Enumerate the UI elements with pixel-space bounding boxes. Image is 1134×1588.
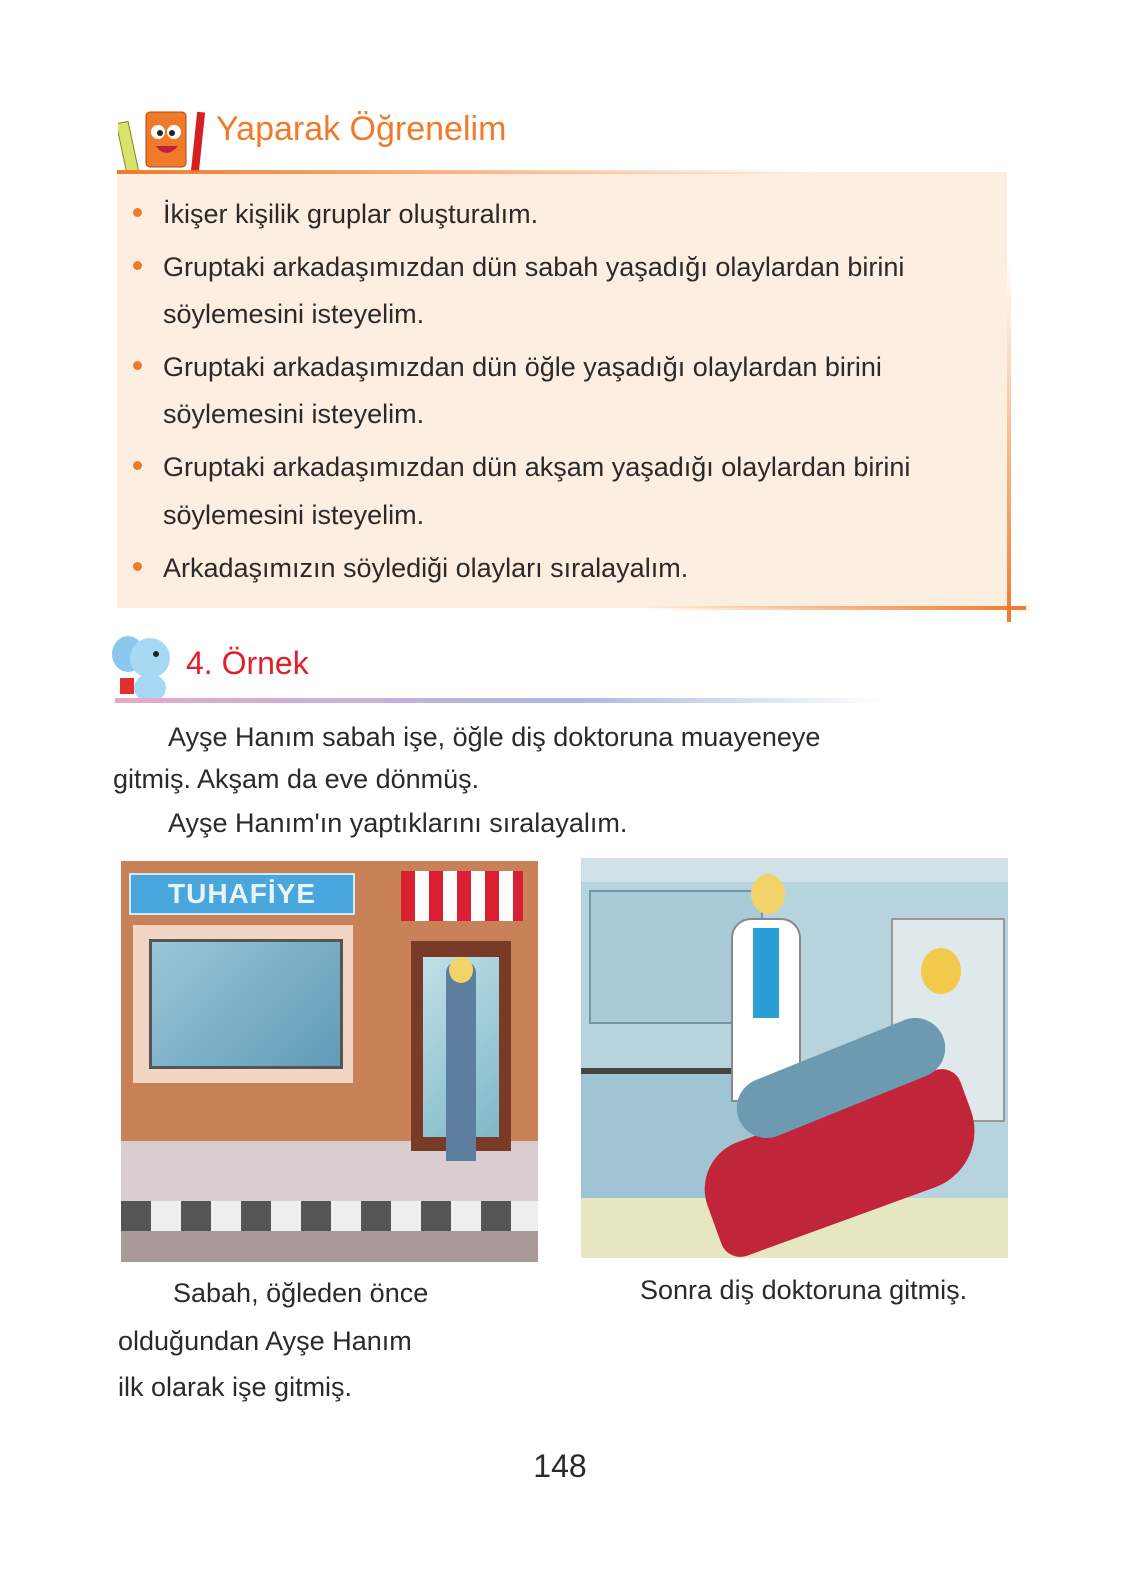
bullet-text: söylemesini isteyelim. <box>163 299 425 329</box>
bullet-icon <box>133 562 142 571</box>
paragraph-line: gitmiş. Akşam da eve dönmüş. <box>113 764 480 794</box>
caption-left-line: ilk olarak işe gitmiş. <box>118 1372 353 1402</box>
box-top-border <box>117 170 817 174</box>
paragraph-line: Ayşe Hanım sabah işe, öğle diş doktoruna muayeneye <box>168 722 821 752</box>
paragraph-line: Ayşe Hanım'ın yaptıklarını sıralayalım. <box>168 808 628 838</box>
page-number: 148 <box>533 1448 587 1484</box>
caption-right: Sonra diş doktoruna gitmiş. <box>640 1275 968 1305</box>
bullet-icon <box>133 208 142 217</box>
box-bottom-border <box>640 606 1026 610</box>
bullet-text: söylemesini isteyelim. <box>163 399 425 429</box>
activity-box <box>117 172 1007 608</box>
bullet-text: Gruptaki arkadaşımızdan dün sabah yaşadığı olaylardan birini <box>163 252 905 282</box>
example-divider <box>115 698 885 703</box>
bullet-text: İkişer kişilik gruplar oluşturalım. <box>163 199 539 229</box>
dentist-illustration <box>581 858 1008 1258</box>
bullet-text: Gruptaki arkadaşımızdan dün öğle yaşadığı olaylardan birini <box>163 352 882 382</box>
shop-sign: TUHAFİYE <box>129 873 355 915</box>
caption-left-line: olduğundan Ayşe Hanım <box>118 1326 412 1356</box>
bullet-text: söylemesini isteyelim. <box>163 500 425 530</box>
activity-title: Yaparak Öğrenelim <box>216 110 507 148</box>
box-right-border <box>1007 260 1011 622</box>
bullet-icon <box>133 361 142 370</box>
example-title: 4. Örnek <box>186 645 309 681</box>
bullet-text: Arkadaşımızın söylediği olayları sıralayalım. <box>163 553 689 583</box>
bullet-icon <box>133 261 142 270</box>
bullet-text: Gruptaki arkadaşımızdan dün akşam yaşadığı olaylardan birini <box>163 452 911 482</box>
caption-left-line: Sabah, öğleden önce <box>173 1278 429 1308</box>
shop-illustration <box>121 861 538 1262</box>
elephant-mascot-icon <box>110 628 182 704</box>
bullet-icon <box>133 461 142 470</box>
